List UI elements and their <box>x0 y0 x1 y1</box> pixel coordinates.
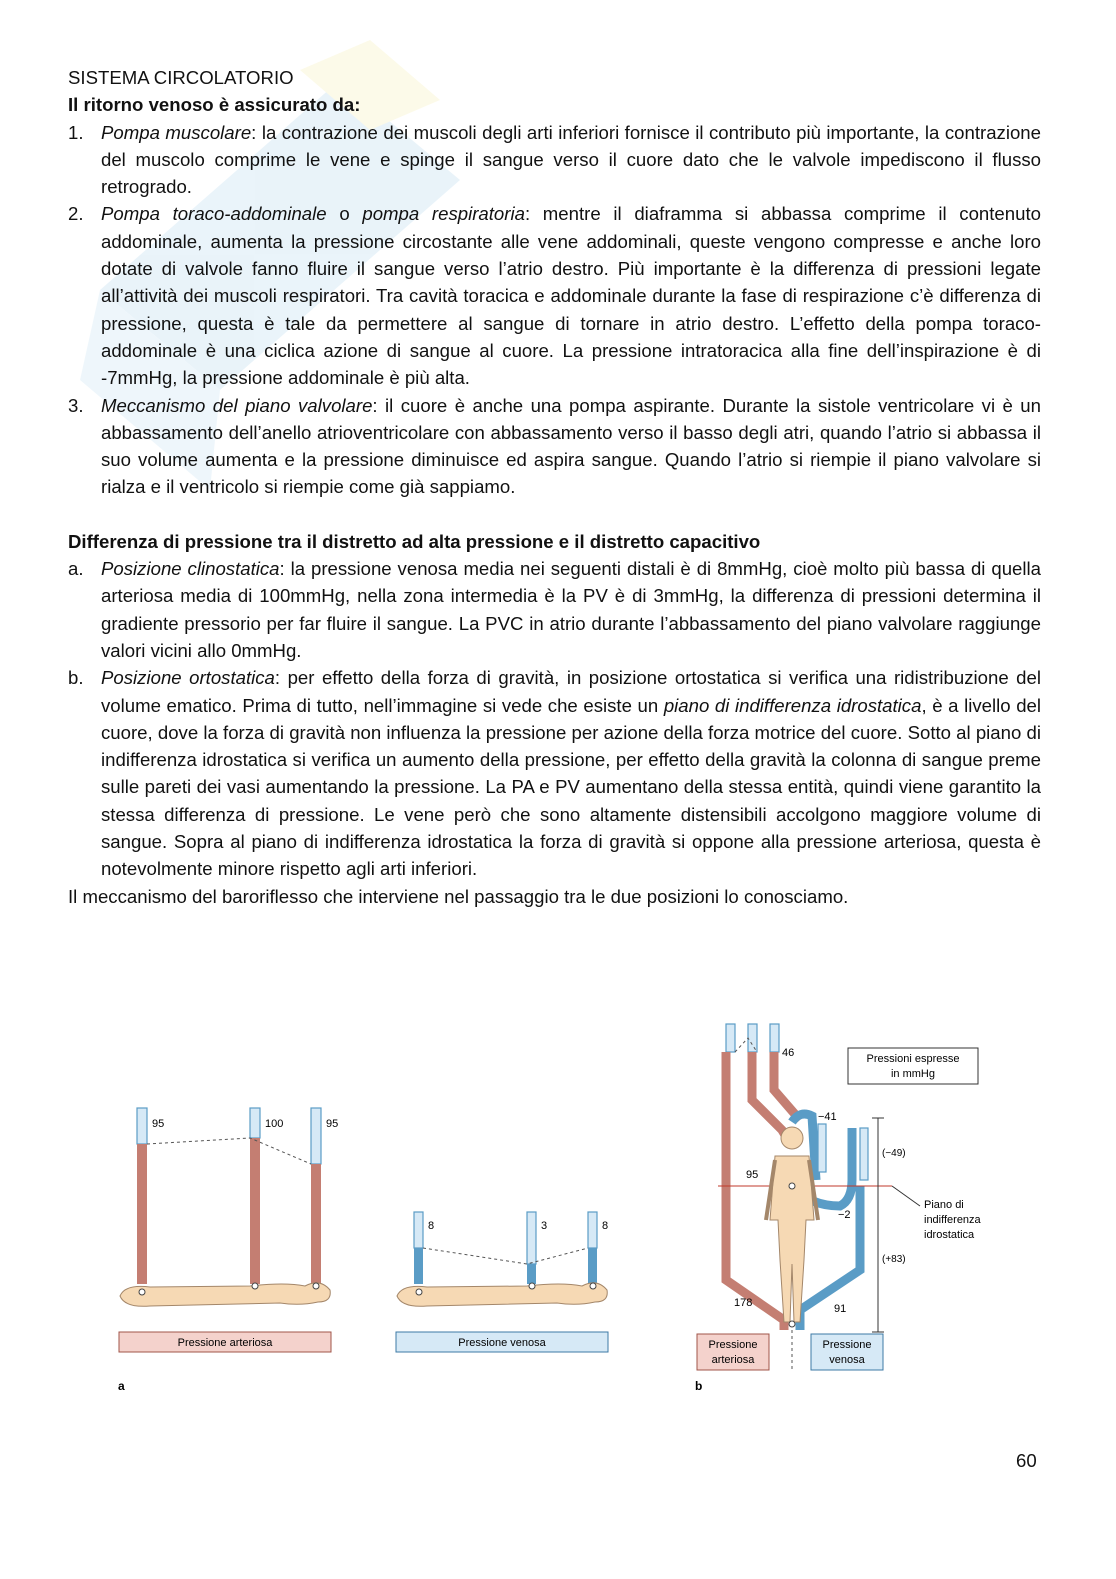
delta-below: (+83) <box>882 1254 906 1265</box>
list-term: Posizione clinostatica <box>101 558 280 580</box>
plane-label-3: idrostatica <box>924 1229 975 1241</box>
list-text: : la pressione venosa media nei seguenti distali è di 8mmHg, cioè molto più bassa di quella arteriosa media di 100mmHg, nella zona intermedia è la PV è di 3mmHg, la differenza di pressioni determina il gradiente pressorio per far fluire il sangue. La PVC in atrio durante l’abbassamento del piano valvolare raggiunge valori vicini allo 0mmHg. <box>101 558 1041 661</box>
value-head: −41 <box>818 1111 837 1123</box>
list-item <box>68 119 1041 201</box>
venous-value-heart: 3 <box>541 1220 548 1232</box>
venous-value-foot: 8 <box>428 1220 435 1232</box>
plane-label-1: Piano di <box>924 1199 964 1211</box>
list-item <box>68 664 1041 882</box>
page-number: 60 <box>1016 1450 1037 1471</box>
delta-above: (−49) <box>882 1148 906 1159</box>
section-title: SISTEMA CIRCOLATORIO <box>68 67 294 88</box>
arterial-value-foot: 95 <box>152 1118 165 1130</box>
list-text: : il cuore è anche una pompa aspirante. Durante la sistole ventricolare vi è un abbassamento dell’anello atrioventricolare con abbassamento verso il basso degli atri, quando l’atrio si abbassa il suo volume aumenta e la pressione diminuisce ed aspira sangue. Quando l’atrio si riempie il piano valvolare si rialza e il ventricolo si riempie come già sappiamo. <box>101 394 1041 498</box>
value-foot-arterial: 178 <box>734 1297 753 1309</box>
panel-b-standing <box>697 1024 982 1370</box>
posture-list <box>68 555 1041 883</box>
pressure-figure <box>0 1010 1116 1410</box>
list-letter: a. <box>68 558 84 580</box>
subsection-title: Il ritorno venoso è assicurato da: <box>68 94 361 116</box>
panel-b-letter: b <box>695 1379 703 1393</box>
plane-label-2: indifferenza <box>924 1214 981 1226</box>
list-number: 1. <box>68 121 84 143</box>
list-term-alt: pompa respiratoria <box>362 203 525 225</box>
list-item <box>68 392 1041 501</box>
venous-return-list <box>68 119 1041 501</box>
list-term: Posizione ortostatica <box>101 667 275 689</box>
legend-line-2: in mmHg <box>890 1068 936 1080</box>
list-term: Pompa toraco-addominale <box>101 203 327 225</box>
arterial-label-b-1: Pressione <box>708 1339 758 1351</box>
list-text: : per effetto della forza di gravità, in posizione ortostatica si verifica una ridistribuzione del volume ematico. Prima di tutto, nell’immagine si vede che esiste un <box>101 667 1041 716</box>
value-top: 46 <box>782 1047 795 1059</box>
list-term: Pompa muscolare <box>101 121 252 143</box>
arterial-label-b-2: arteriosa <box>711 1354 755 1366</box>
list-text: : la contrazione dei muscoli degli arti inferiori fornisce il contributo più importante, la contrazione del muscolo comprime le vene e spinge il sangue verso il cuore dato che le valvole impediscono il flusso retrogrado. <box>101 121 1041 198</box>
list-text: : mentre il diaframma si abbassa comprime il contenuto addominale, aumenta la pressione circostante alle vene addominali, queste vengono compresse e anche loro dotate di valvole fanno fluire il sangue verso l’atrio destro. Più importante è la differenza di pressioni legate all’attività dei muscoli respiratori. Tra cavità toracica e addominale durante la fase di respirazione c’è differenza di pressione, questa è tale da permettere al sangue di tornare in atrio destro. L’effetto della pompa toraco-addominale è una ciclica azione di sangue al cuore. La pressione intratoracica alla fine dell’inspirazione è di -7mmHg, la pressione addominale è più alta. <box>101 203 1041 389</box>
list-term-alt: piano di indifferenza idrostatica <box>663 694 922 716</box>
panel-a-arterial <box>119 1108 338 1352</box>
legend-line-1: Pressioni espresse <box>866 1053 960 1065</box>
value-foot-venous: 91 <box>834 1303 847 1315</box>
venous-label-b-2: venosa <box>829 1354 865 1366</box>
arterial-value-head: 95 <box>326 1118 339 1130</box>
section2-heading: Differenza di pressione tra il distretto ad alta pressione e il distretto capacitivo <box>68 530 761 552</box>
value-heart-arterial: 95 <box>746 1169 759 1181</box>
arterial-value-heart: 100 <box>265 1118 284 1130</box>
value-heart-venous: −2 <box>838 1209 851 1221</box>
list-number: 3. <box>68 394 84 416</box>
list-number: 2. <box>68 203 84 225</box>
venous-label-b-1: Pressione <box>822 1339 872 1351</box>
document-body <box>68 64 1041 910</box>
list-letter: b. <box>68 667 84 689</box>
venous-value-head: 8 <box>602 1220 609 1232</box>
list-text-cont: , è a livello del cuore, dove la forza di gravità non influenza la pressione per azione della forza motrice del cuore. Sotto al piano di indifferenza idrostatica si verifica un aumento della pressione, per effetto della gravità la colonna di sangue preme sulle pareti dei vasi aumentando la pressione. La PA e PV aumentano della stessa entità, quindi viene garantito la stessa differenza di pressione. Le vene però che sono altamente distensibili accolgono maggiore volume di sangue. Sopra al piano di indifferenza idrostatica la forza di gravità si oppone alla pressione arteriosa, questa è notevolmente minore rispetto agli arti inferiori. <box>101 694 1042 880</box>
closing-paragraph: Il meccanismo del baroriflesso che interviene nel passaggio tra le due posizioni lo conosciamo. <box>68 885 849 907</box>
panel-a-venous <box>396 1212 608 1352</box>
list-item <box>68 200 1041 391</box>
list-item <box>68 555 1041 664</box>
venous-label-a: Pressione venosa <box>458 1337 546 1349</box>
panel-a-letter: a <box>118 1379 125 1393</box>
list-conjunction: o <box>326 203 363 225</box>
list-term: Meccanismo del piano valvolare <box>101 394 373 416</box>
arterial-label-a: Pressione arteriosa <box>177 1337 273 1349</box>
